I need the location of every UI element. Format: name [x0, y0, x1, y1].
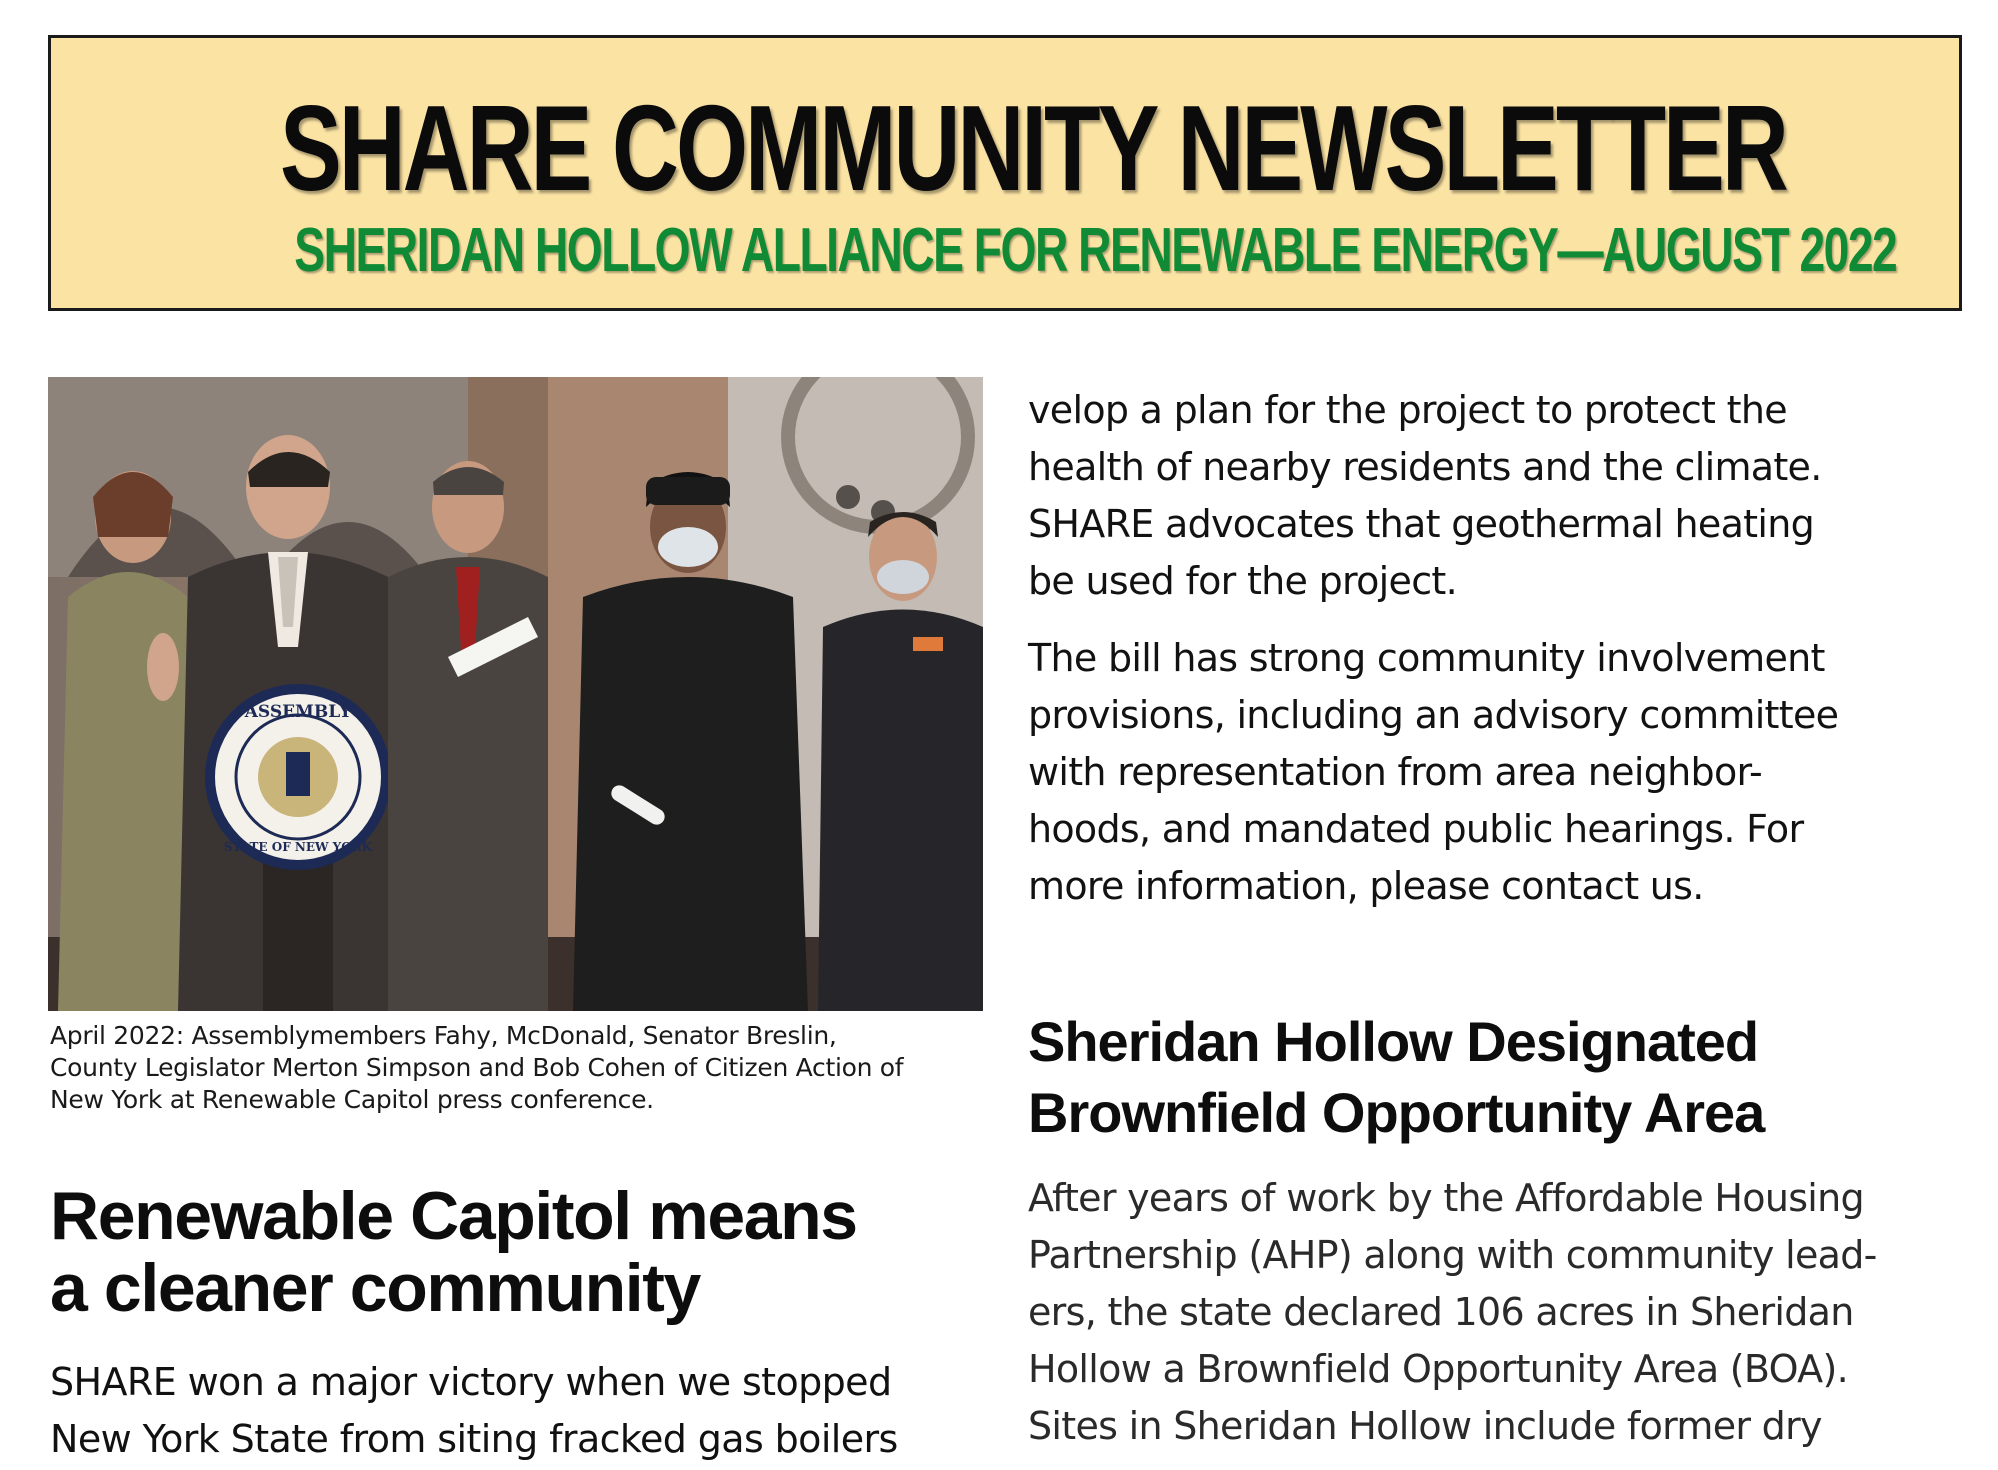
body-line: hoods, and mandated public hearings. For [1028, 807, 1804, 851]
masthead [48, 35, 1962, 311]
photo-caption [50, 1020, 1000, 1116]
body-line: health of nearby residents and the climate. [1028, 445, 1822, 489]
continuation-paragraph-2 [1028, 630, 1958, 915]
renewable-capitol-body [50, 1354, 1000, 1468]
headline-line: Renewable Capitol means [50, 1178, 857, 1254]
body-line: New York State from siting fracked gas boilers [50, 1417, 898, 1461]
right-column-continuation [1028, 382, 1958, 935]
newsletter-title: SHARE COMMUNITY NEWSLETTER [279, 80, 1786, 216]
body-line: Hollow a Brownfield Opportunity Area (BOA). [1028, 1347, 1848, 1391]
caption-line: County Legislator Merton Simpson and Bob Cohen of Citizen Action of [50, 1053, 904, 1082]
newsletter-subtitle: SHERIDAN HOLLOW ALLIANCE FOR RENEWABLE ENERGY—AUGUST 2022 [294, 216, 1897, 285]
renewable-capitol-headline [50, 1180, 1000, 1324]
seal-top-text: ASSEMBLY [244, 702, 352, 722]
continuation-paragraph-1 [1028, 382, 1958, 610]
body-line: Sites in Sheridan Hollow include former dry [1028, 1404, 1822, 1448]
body-line: provisions, including an advisory committee [1028, 693, 1839, 737]
body-line: ers, the state declared 106 acres in Sheridan [1028, 1290, 1854, 1334]
caption-line: April 2022: Assemblymembers Fahy, McDonald, Senator Breslin, [50, 1021, 837, 1050]
body-line: SHARE won a major victory when we stopped [50, 1360, 892, 1404]
body-line: be used for the project. [1028, 559, 1457, 603]
brownfield-headline [1028, 1006, 1968, 1148]
brownfield-body [1028, 1170, 1958, 1455]
press-conference-illustration [48, 377, 983, 1011]
body-line: SHARE advocates that geothermal heating [1028, 502, 1815, 546]
headline-line: a cleaner community [50, 1250, 700, 1326]
body-line: The bill has strong community involvement [1028, 636, 1825, 680]
body-line: more information, please contact us. [1028, 864, 1704, 908]
seal-bottom-text: STATE OF NEW YORK [223, 840, 373, 854]
caption-line: New York at Renewable Capitol press conference. [50, 1085, 654, 1114]
headline-line: Brownfield Opportunity Area [1028, 1081, 1765, 1144]
headline-line: Sheridan Hollow Designated [1028, 1010, 1759, 1073]
press-conference-photo [48, 377, 983, 1011]
body-line: After years of work by the Affordable Housing [1028, 1176, 1864, 1220]
body-line: Partnership (AHP) along with community lead- [1028, 1233, 1877, 1277]
body-line: velop a plan for the project to protect the [1028, 388, 1787, 432]
body-line: with representation from area neighbor- [1028, 750, 1762, 794]
